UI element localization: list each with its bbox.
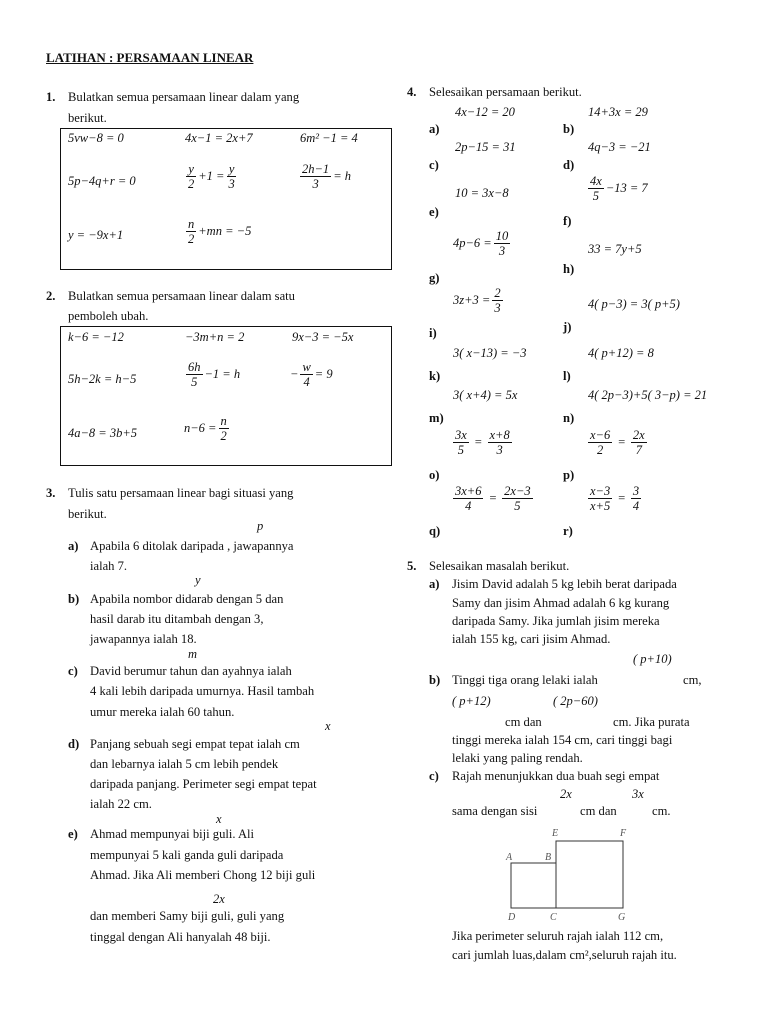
q4-eq-g: 4p−6 = $\frac{10}{3}$ bbox=[453, 229, 509, 259]
q4-label-j: j) bbox=[563, 320, 572, 334]
q5c-var1: 2x bbox=[560, 787, 572, 801]
q1-eq-r2b: $\frac{y}{2}$ +1 = $\frac{y}{3}$ bbox=[188, 162, 235, 192]
q3d-line1: Panjang sebuah segi empat tepat ialah cm bbox=[90, 737, 300, 751]
q3e-line3: Ahmad. Jika Ali memberi Chong 12 biji guli bbox=[90, 868, 316, 882]
q4-eq-i: 3z+3 = $\frac{2}{3}$ bbox=[453, 286, 501, 316]
q3c-label: c) bbox=[68, 664, 78, 678]
q4-label-p: p) bbox=[563, 468, 575, 482]
q2-eq-r2b: $\frac{6h}{5}$ −1 = h bbox=[188, 360, 241, 390]
q5c-label: c) bbox=[429, 769, 439, 783]
vertex-d: D bbox=[508, 912, 516, 923]
q4-eq-q: $\frac{3x+6}{4}$ = $\frac{2x-3}{5}$ bbox=[455, 484, 531, 514]
q2-eq-r3b: n−6 = $\frac{n}{2}$ bbox=[184, 414, 227, 444]
q4-label-n: n) bbox=[563, 411, 575, 425]
q3b-line3: jawapannya ialah 18. bbox=[90, 632, 197, 646]
q5c-line2b: cm dan bbox=[580, 804, 617, 818]
q5b-cm1: cm, bbox=[683, 673, 702, 687]
q4-label-f: f) bbox=[563, 214, 572, 228]
q5c-line2c: cm. bbox=[652, 804, 671, 818]
q2-text-line2: pemboleh ubah. bbox=[68, 309, 149, 323]
q3b-line2: hasil darab itu ditambah dengan 3, bbox=[90, 612, 264, 626]
q2-eq-r1b: −3m+n = 2 bbox=[185, 330, 245, 344]
q3a-line1: Apabila 6 ditolak daripada , jawapannya bbox=[90, 539, 294, 553]
q4-text: Selesaikan persamaan berikut. bbox=[429, 85, 582, 99]
q4-label-d: d) bbox=[563, 158, 575, 172]
q3d-line2: dan lebarnya ialah 5 cm lebih pendek bbox=[90, 757, 279, 771]
q2-number: 2. bbox=[46, 289, 56, 303]
q4-label-k: k) bbox=[429, 369, 441, 383]
q4-number: 4. bbox=[407, 85, 417, 99]
q3e-variable: x bbox=[216, 812, 222, 826]
q3-text-line2: berikut. bbox=[68, 507, 107, 521]
q5b-expr2: ( p+12) bbox=[452, 694, 491, 708]
q3c-line2: 4 kali lebih daripada umurnya. Hasil tambah bbox=[90, 684, 315, 698]
q1-eq-r2a: 5p−4q+r = 0 bbox=[68, 174, 136, 188]
q5a-line1: Jisim David adalah 5 kg lebih berat daripada bbox=[452, 577, 677, 591]
vertex-a: A bbox=[506, 852, 513, 863]
q5b-expr3: ( 2p−60) bbox=[553, 694, 598, 708]
q4-label-a: a) bbox=[429, 122, 440, 136]
q3b-variable: y bbox=[195, 573, 201, 587]
vertex-e: E bbox=[552, 828, 559, 839]
q4-eq-f: $\frac{4x}{5}$ −13 = 7 bbox=[590, 174, 648, 204]
small-square bbox=[511, 863, 556, 908]
q5c-line2a: sama dengan sisi bbox=[452, 804, 538, 818]
q4-eq-p: $\frac{x-6}{2}$ = $\frac{2x}{7}$ bbox=[590, 428, 645, 458]
large-square bbox=[556, 841, 623, 908]
q4-label-o: o) bbox=[429, 468, 440, 482]
q5c-var2: 3x bbox=[632, 787, 644, 801]
q3c-variable: m bbox=[188, 647, 198, 661]
q3e-label: e) bbox=[68, 827, 78, 841]
q3d-line3: daripada panjang. Perimeter segi empat tepat bbox=[90, 777, 317, 791]
q4-eq-e: 10 = 3x−8 bbox=[455, 186, 509, 200]
vertex-b: B bbox=[545, 852, 552, 863]
q5b-line1: Tinggi tiga orang lelaki ialah bbox=[452, 673, 598, 687]
q3d-line4: ialah 22 cm. bbox=[90, 797, 152, 811]
q1-text-line1: Bulatkan semua persamaan linear dalam yang bbox=[68, 90, 300, 104]
q4-label-e: e) bbox=[429, 205, 439, 219]
q5c-line4: cari jumlah luas,dalam cm²,seluruh rajah itu. bbox=[452, 948, 677, 962]
q4-label-h: h) bbox=[563, 262, 575, 276]
two-squares-figure bbox=[500, 825, 640, 925]
q5b-line4: lelaki yang paling rendah. bbox=[452, 751, 583, 765]
q3-number: 3. bbox=[46, 486, 56, 500]
q5a-label: a) bbox=[429, 577, 440, 591]
q2-eq-r1a: k−6 = −12 bbox=[68, 330, 124, 344]
q1-eq-r1a: 5vw−8 = 0 bbox=[68, 131, 124, 145]
q5b-line2b: cm. Jika purata bbox=[613, 715, 690, 729]
q2-eq-r3a: 4a−8 = 3b+5 bbox=[68, 426, 138, 440]
q4-eq-m: 3( x+4) = 5x bbox=[453, 388, 518, 402]
q4-eq-l: 4( p+12) = 8 bbox=[588, 346, 654, 360]
q1-eq-r1b: 4x−1 = 2x+7 bbox=[185, 131, 253, 145]
q2-text-line1: Bulatkan semua persamaan linear dalam satu bbox=[68, 289, 295, 303]
q3d-variable: x bbox=[325, 719, 331, 733]
q2-eq-r1c: 9x−3 = −5x bbox=[292, 330, 354, 344]
q1-eq-r3a: y = −9x+1 bbox=[68, 228, 124, 242]
q4-eq-d: 4q−3 = −21 bbox=[588, 140, 651, 154]
q4-eq-h: 33 = 7y+5 bbox=[588, 242, 642, 256]
q4-eq-b: 14+3x = 29 bbox=[588, 105, 648, 119]
q5b-expr1: ( p+10) bbox=[633, 652, 672, 666]
q5-text: Selesaikan masalah berikut. bbox=[429, 559, 570, 573]
q1-eq-r1c: 6m² −1 = 4 bbox=[300, 131, 358, 145]
q3b-label: b) bbox=[68, 592, 80, 606]
q3c-line1: David berumur tahun dan ayahnya ialah bbox=[90, 664, 292, 678]
q5c-line1: Rajah menunjukkan dua buah segi empat bbox=[452, 769, 660, 783]
q3-text-line1: Tulis satu persamaan linear bagi situasi yang bbox=[68, 486, 294, 500]
q5b-label: b) bbox=[429, 673, 441, 687]
q5a-line4: ialah 155 kg, cari jisim Ahmad. bbox=[452, 632, 611, 646]
q5-number: 5. bbox=[407, 559, 417, 573]
q4-label-c: c) bbox=[429, 158, 439, 172]
q1-equation-box bbox=[60, 128, 392, 270]
q4-eq-j: 4( p−3) = 3( p+5) bbox=[588, 297, 680, 311]
q5b-line2a: cm dan bbox=[505, 715, 542, 729]
q4-label-i: i) bbox=[429, 326, 437, 340]
q4-label-l: l) bbox=[563, 369, 571, 383]
q5c-line3: Jika perimeter seluruh rajah ialah 112 cm, bbox=[452, 929, 664, 943]
q3b-line1: Apabila nombor didarab dengan 5 dan bbox=[90, 592, 284, 606]
q2-equation-box bbox=[60, 326, 392, 466]
q5a-line2: Samy dan jisim Ahmad adalah 6 kg kurang bbox=[452, 596, 670, 610]
q5a-line3: daripada Samy. Jika jumlah jisim mereka bbox=[452, 614, 660, 628]
q4-label-m: m) bbox=[429, 411, 444, 425]
q3e-line2: mempunyai 5 kali ganda guli daripada bbox=[90, 848, 284, 862]
q1-eq-r3b: $\frac{n}{2}$ +mn = −5 bbox=[188, 217, 252, 247]
q3a-line2: ialah 7. bbox=[90, 559, 128, 573]
q4-eq-r: $\frac{x-3}{x+5}$ = $\frac{3}{4}$ bbox=[590, 484, 640, 514]
q4-eq-n: 4( 2p−3)+5( 3−p) = 21 bbox=[588, 388, 708, 402]
q3e-line1: Ahmad mempunyai biji guli. Ali bbox=[90, 827, 255, 841]
q4-label-r: r) bbox=[563, 524, 573, 538]
q3e-variable2: 2x bbox=[213, 892, 225, 906]
q4-eq-c: 2p−15 = 31 bbox=[455, 140, 516, 154]
q3e-line5: tinggal dengan Ali hanyalah 48 biji. bbox=[90, 930, 271, 944]
q3c-line3: umur mereka ialah 60 tahun. bbox=[90, 705, 235, 719]
q3d-label: d) bbox=[68, 737, 80, 751]
vertex-f: F bbox=[620, 828, 627, 839]
q1-eq-r2c: $\frac{2h-1}{3}$ = h bbox=[302, 162, 351, 192]
q2-eq-r2a: 5h−2k = h−5 bbox=[68, 372, 137, 386]
q3a-variable: p bbox=[257, 519, 264, 533]
q2-eq-r2c: − $\frac{w}{4}$ = 9 bbox=[290, 360, 333, 390]
q1-text-line2: berikut. bbox=[68, 111, 107, 125]
q4-label-b: b) bbox=[563, 122, 575, 136]
q1-number: 1. bbox=[46, 90, 56, 104]
q4-label-q: q) bbox=[429, 524, 441, 538]
vertex-c: C bbox=[550, 912, 557, 923]
q4-eq-o: $\frac{3x}{5}$ = $\frac{x+8}{3}$ bbox=[455, 428, 510, 458]
q5b-line3: tinggi mereka ialah 154 cm, cari tinggi bagi bbox=[452, 733, 673, 747]
q4-eq-k: 3( x−13) = −3 bbox=[453, 346, 527, 360]
vertex-g: G bbox=[618, 912, 626, 923]
q3e-line4: dan memberi Samy biji guli, guli yang bbox=[90, 909, 285, 923]
page-title: LATIHAN : PERSAMAAN LINEAR bbox=[46, 50, 254, 65]
q3a-label: a) bbox=[68, 539, 79, 553]
q4-label-g: g) bbox=[429, 271, 440, 285]
q4-eq-a: 4x−12 = 20 bbox=[455, 105, 515, 119]
